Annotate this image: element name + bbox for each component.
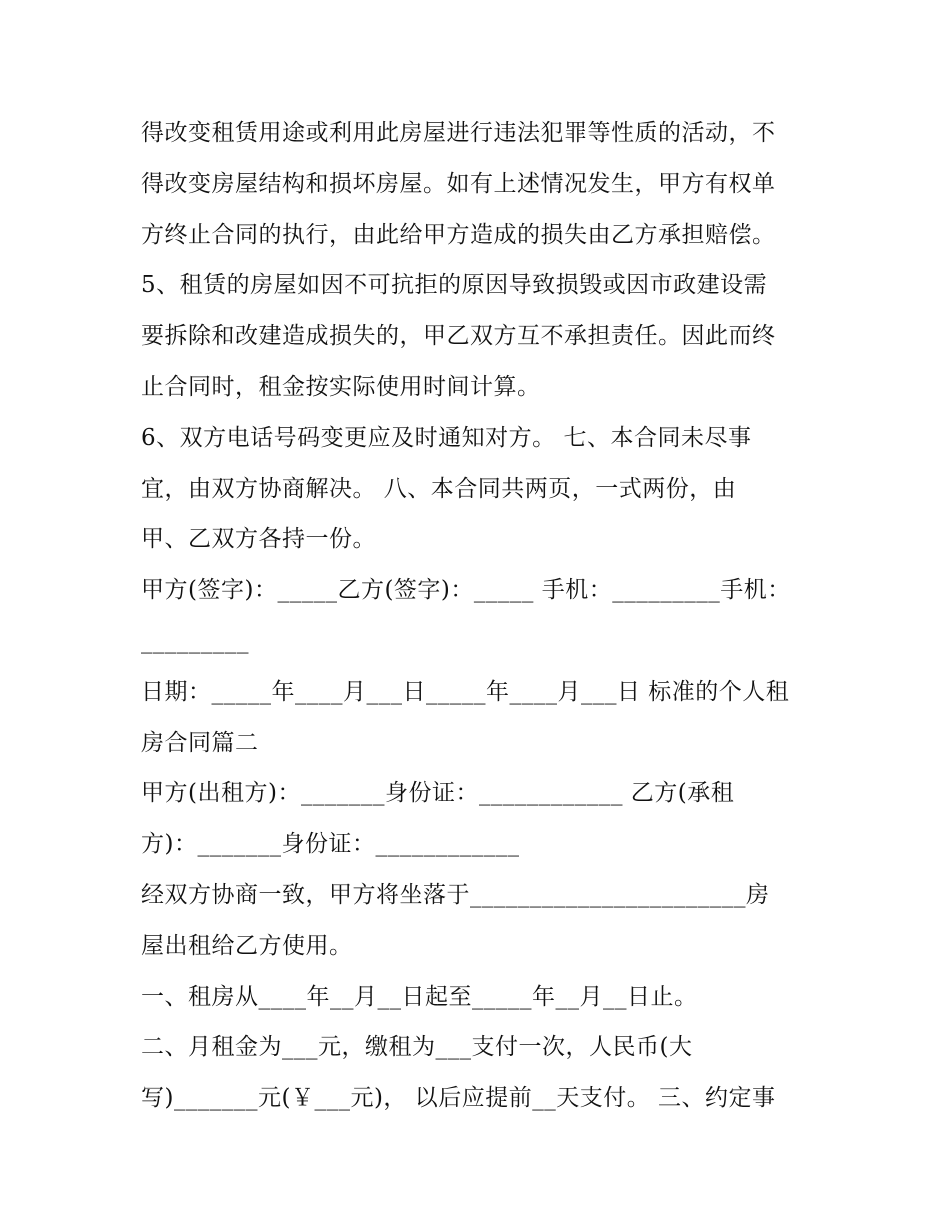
text-line: 要拆除和改建造成损失的，甲乙双方互不承担责任。因此而终 bbox=[141, 323, 776, 350]
text-line: 6、双方电话号码变更应及时通知对方。 七、本合同未尽事 bbox=[141, 424, 752, 451]
text-line: 得改变房屋结构和损坏房屋。如有上述情况发生，甲方有权单 bbox=[141, 170, 776, 197]
text-line: 经双方协商一致，甲方将坐落于_______________________房 bbox=[141, 881, 770, 908]
text-line: 屋出租给乙方使用。 bbox=[141, 932, 353, 959]
text-line: 甲、乙双方各持一份。 bbox=[141, 526, 376, 553]
contract-text-body bbox=[141, 108, 821, 1124]
rent-line-continued: 写)_______元(￥___元)， 以后应提前__天支付。 三、约定事 bbox=[141, 1085, 776, 1112]
section-title-line: 房合同篇二 bbox=[141, 729, 259, 756]
text-line: 5、租赁的房屋如因不可抗拒的原因导致损毁或因市政建设需 bbox=[141, 272, 768, 299]
signature-line: 甲方(签字)：_____乙方(签字)：_____ 手机：_________手机： bbox=[141, 577, 791, 604]
party-info-line-continued: 方)：_______身份证：____________ bbox=[141, 831, 520, 858]
text-line: 宜，由双方协商解决。 八、本合同共两页，一式两份，由 bbox=[141, 475, 737, 502]
rent-line: 二、月租金为___元，缴租为___支付一次，人民币(大 bbox=[141, 1034, 693, 1061]
text-line: 方终止合同的执行，由此给甲方造成的损失由乙方承担赔偿。 bbox=[141, 221, 776, 248]
text-line: 得改变租赁用途或利用此房屋进行违法犯罪等性质的活动，不 bbox=[141, 120, 776, 146]
signature-line-continued: _________ bbox=[141, 627, 249, 654]
lease-term-line: 一、租房从____年__月__日起至_____年__月__日止。 bbox=[141, 983, 698, 1010]
date-line: 日期：_____年____月___日_____年____月___日 标准的个人租 bbox=[141, 678, 790, 705]
text-line: 止合同时，租金按实际使用时间计算。 bbox=[141, 373, 541, 400]
party-info-line: 甲方(出租方)：_______身份证：____________ 乙方(承租 bbox=[141, 780, 735, 807]
